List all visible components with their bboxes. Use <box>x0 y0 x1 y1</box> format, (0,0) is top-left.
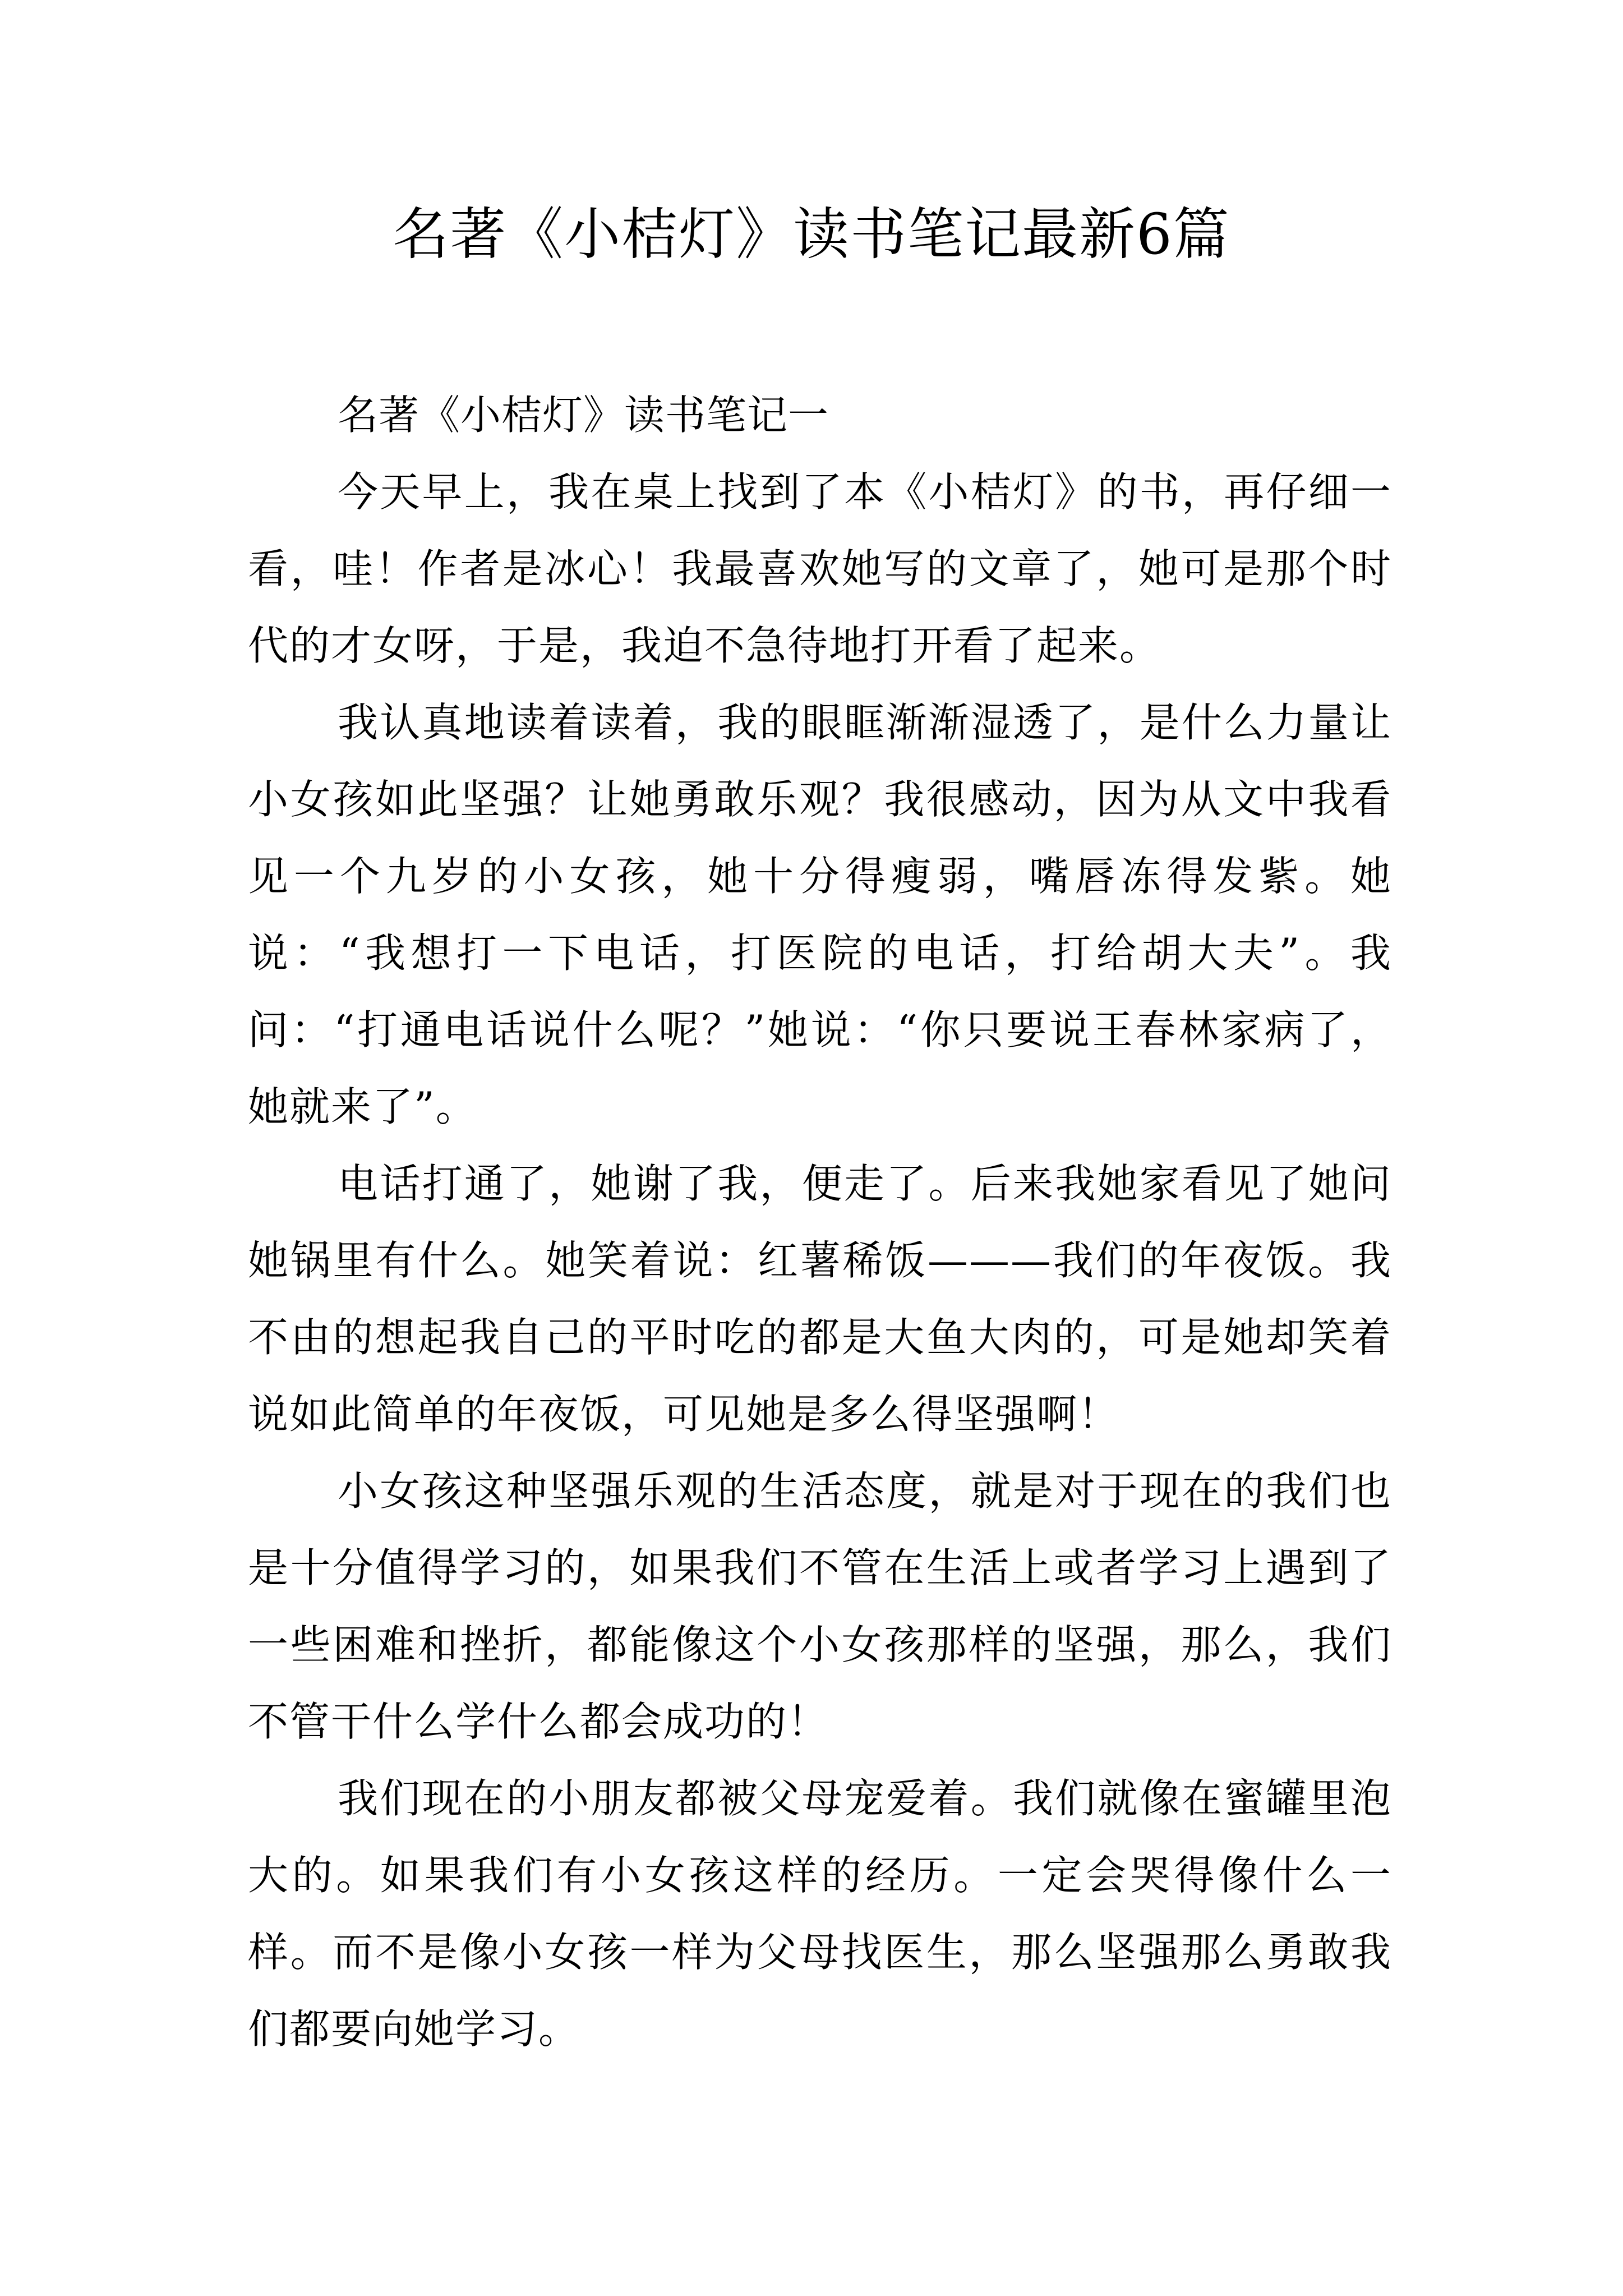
section-heading: 名著《小桔灯》读书笔记一 <box>338 392 829 439</box>
paragraph-5: 我们现在的小朋友都被父母宠爱着。我们就像在蜜罐里泡大的。如果我们有小女孩这样的经历。一定会哭得像什么一样。而不是像小女孩一样为父母找医生，那么坚强那么勇敢我们都要向她学习。 <box>248 1775 1392 2053</box>
document-body <box>248 377 1392 2068</box>
document-title: 名著《小桔灯》读书笔记最新6篇 <box>393 201 1230 267</box>
paragraph-4: 小女孩这种坚强乐观的生活态度，就是对于现在的我们也是十分值得学习的，如果我们不管在生活上或者学习上遇到了一些困难和挫折，都能像这个小女孩那样的坚强，那么，我们不管干什么学什么都会成功的！ <box>248 1467 1392 1745</box>
paragraph-3: 电话打通了，她谢了我，便走了。后来我她家看见了她问她锅里有什么。她笑着说：红薯稀饭———我们的年夜饭。我不由的想起我自己的平时吃的都是大鱼大肉的，可是她却笑着说如此简单的年夜饭，可见她是多么得坚强啊！ <box>248 1160 1392 1438</box>
paragraph-2: 我认真地读着读着，我的眼眶渐渐湿透了，是什么力量让小女孩如此坚强？让她勇敢乐观？我很感动，因为从文中我看见一个九岁的小女孩，她十分得瘦弱，嘴唇冻得发紫。她说：“我想打一下电话，打医院的电话，打给胡大夫”。我问：“打通电话说什么呢？”她说：“你只要说王春林家病了，她就来了”。 <box>248 699 1392 1130</box>
paragraph-1: 今天早上，我在桌上找到了本《小桔灯》的书，再仔细一看，哇！作者是冰心！我最喜欢她写的文章了，她可是那个时代的才女呀，于是，我迫不急待地打开看了起来。 <box>248 468 1392 669</box>
